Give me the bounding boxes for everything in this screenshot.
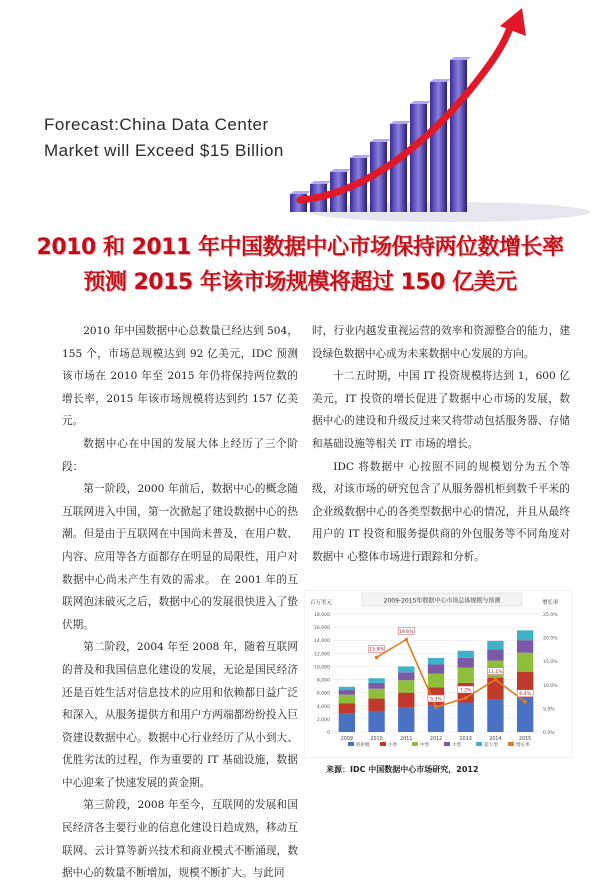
chart-y2-tick-label: 25.0%	[543, 613, 558, 618]
chart-x-tick-label: 2014	[489, 737, 502, 742]
market-size-chart-svg	[304, 590, 572, 758]
hero-bar	[410, 104, 427, 212]
chart-growth-point	[464, 696, 468, 700]
chart-x-tick-label: 2011	[400, 737, 413, 742]
chart-bar-segment	[339, 687, 355, 690]
chart-bar-segment	[458, 658, 474, 668]
chart-bar-segment	[368, 689, 384, 699]
chart-growth-label: 6.4%	[519, 692, 531, 698]
chart-y-tick-label: 0	[327, 731, 330, 736]
chart-bar-segment	[428, 674, 444, 688]
chart-legend-label: 中型	[420, 743, 430, 748]
chart-y-tick-label: 4,000	[316, 704, 330, 710]
chart-y-tick-label: 2,000	[316, 717, 330, 723]
chart-bar-segment	[517, 653, 533, 672]
chart-bar-segment	[487, 641, 503, 650]
market-size-chart	[304, 590, 572, 758]
chart-y-tick-label: 10,000	[313, 665, 330, 671]
hero-bar	[450, 60, 467, 212]
chart-legend-label: 超大型	[484, 743, 498, 748]
chart-growth-label: 5.3%	[430, 697, 442, 703]
chart-legend-swatch	[412, 742, 418, 746]
chart-bar-segment	[368, 699, 384, 711]
chart-y-tick-label: 12,000	[313, 652, 330, 658]
chart-x-tick-label: 2015	[519, 737, 532, 742]
chart-y-tick-label: 18,000	[313, 613, 330, 618]
chart-legend-label: 机柜级	[356, 743, 370, 748]
chart-growth-label: 15.8%	[369, 647, 384, 653]
chart-y2-tick-label: 5.0%	[543, 707, 555, 713]
chart-bar-segment	[398, 708, 414, 732]
chart-growth-point	[404, 638, 408, 642]
chart-bar-segment	[368, 711, 384, 732]
chart-growth-point	[434, 705, 438, 709]
paragraph-continuation: 时，行业内越发重视运营的效率和资源整合的能力，建设绿色数据中心成为未来数据中心发展的方向。	[312, 325, 570, 360]
chart-growth-point	[494, 678, 498, 682]
chart-y2-tick-label: 15.0%	[543, 660, 558, 666]
chart-bar-segment	[458, 651, 474, 658]
chart-bar-segment	[428, 658, 444, 665]
chart-bar-segment	[368, 678, 384, 683]
paragraph-intro: 2010 年中国数据中心总数量已经达到 504，155 个，市场总规模达到 92 亿美元，IDC 预测该市场在 2010 年至 2015 年仍将保持两位数的增长率，2015 年该市场规模将达到约 157 亿美元。	[62, 325, 298, 428]
body-left-column	[62, 320, 298, 885]
chart-bar-segment	[487, 649, 503, 660]
chart-bar-segment	[458, 703, 474, 733]
chart-y-tick-label: 14,000	[313, 639, 330, 645]
chart-bar-segment	[517, 640, 533, 652]
hero-bar	[390, 124, 407, 212]
chart-bar-segment	[398, 680, 414, 692]
chart-bar-segment	[487, 700, 503, 732]
chart-x-tick-label: 2013	[459, 737, 472, 742]
chart-x-tick-label: 2009	[340, 737, 353, 742]
paragraph-stage-one: 第一阶段，2000 年前后，数据中心的概念随互联网进入中国，第一次掀起了建设数据中心的热潮。但是由于互联网在中国尚未普及，在用户数、内容、应用等各方面都存在明显的局限性，用户对数据中心尚未产生有效的需求。 在 2001 年的互联网泡沫破灭之后，数据中心的发展很快进入了蛰伏期。	[62, 483, 298, 631]
chart-bar-segment	[517, 630, 533, 640]
chart-legend-swatch	[476, 742, 482, 746]
paragraph-idc-classification: IDC 将数据中 心按照不同的规模划分为五个等级，对该市场的研究包含了从服务器机柜到数千平米的企业级数据中心的各类型数据中心的情况，并且从最终用户的 IT 投资和服务提供商的外包服务等不同角度对数据中 心整体市场进行跟踪和分析。	[312, 460, 570, 563]
chart-legend-label: 大型	[452, 743, 462, 748]
paragraph-five-year-plan: 十二五时期，中国 IT 投资规模将达到 1，600 亿美元，IT 投资的增长促进了数据中心市场的发展，数据中心的建设和升级反过来又将带动包括服务器、存储和基础设施等相关 IT 市场的增长。	[312, 370, 570, 450]
chart-y2-tick-label: 10.0%	[543, 683, 558, 689]
chart-x-tick-label: 2010	[370, 737, 383, 742]
headline-line-1: 2010 和 2011 年中国数据中心市场保持两位数增长率	[36, 235, 564, 260]
hero-bar	[430, 82, 447, 212]
paragraph-stage-three: 第三阶段，2008 年至今，互联网的发展和国民经济各主要行业的信息化建设日趋成熟，移动互联网、云计算等新兴技术和商业模式不断涌现，数据中心的数量不断增加，规模不断扩大。与此同	[62, 799, 298, 880]
chart-legend-swatch	[348, 742, 354, 746]
chart-y2-axis-label: 增长率	[542, 600, 559, 606]
hero-banner	[0, 0, 600, 225]
forecast-line-2: Market will Exceed $15 Billion	[44, 141, 284, 160]
chart-bar-segment	[428, 705, 444, 732]
headline-line-2: 预测 2015 年该市场规模将超过 150 亿美元	[83, 270, 517, 295]
chart-bar-segment	[339, 714, 355, 732]
chart-y-tick-label: 16,000	[313, 626, 330, 632]
chart-bar-segment	[398, 666, 414, 672]
chart-bar-segment	[339, 690, 355, 695]
chart-bar-segment	[398, 672, 414, 680]
chart-bar-segment	[339, 703, 355, 713]
chart-legend-label: 小型	[388, 743, 398, 748]
chart-legend-swatch	[508, 742, 514, 746]
chart-growth-point	[523, 700, 527, 704]
chart-growth-label: 7.2%	[459, 688, 472, 694]
chart-bar-segment	[458, 668, 474, 683]
chart-y2-tick-label: 0.0%	[543, 731, 555, 736]
body-right-column	[312, 320, 570, 569]
forecast-caption	[44, 112, 284, 164]
chart-x-tick-label: 2012	[429, 737, 443, 742]
chart-growth-label: 11.1%	[488, 669, 503, 675]
chart-source-note: 来源：IDC 中国数据中心市场研究，2012	[326, 765, 479, 774]
paragraph-stages-lead: 数据中心在中国的发展大体上经历了三个阶段：	[62, 437, 298, 473]
chart-legend-swatch	[380, 742, 386, 746]
paragraph-stage-two: 第二阶段，2004 年至 2008 年，随着互联网的普及和我国信息化建设的发展，无论是国民经济还是百姓生活对信息技术的应用和依赖都日益广泛和深入，从服务提供方和用户方两端都纷纷投入巨资建设数据中心。数据中心行业经历了从小到大、优胜劣汰的过程，作为重要的 IT 基础设施，数据中心迎来了快速发展的黄金期。	[62, 641, 298, 789]
chart-legend-swatch	[444, 742, 450, 746]
chart-y2-tick-label: 20.0%	[543, 636, 558, 642]
chart-title: 2009-2015年数据中心市场总体规模与预测	[383, 597, 501, 605]
chart-y-tick-label: 6,000	[316, 691, 330, 697]
chart-bar-segment	[398, 693, 414, 708]
chart-bar-segment	[339, 695, 355, 704]
chart-y-axis-label: 百万美元	[310, 600, 333, 606]
chart-growth-point	[375, 656, 379, 660]
chart-y-tick-label: 8,000	[316, 678, 330, 684]
forecast-line-1: Forecast:China Data Center	[44, 115, 269, 134]
chart-growth-label: 19.6%	[398, 629, 414, 635]
chart-legend-label: 增长率	[516, 743, 530, 748]
chart-bar-segment	[428, 664, 444, 673]
chart-bar-segment	[368, 683, 384, 689]
